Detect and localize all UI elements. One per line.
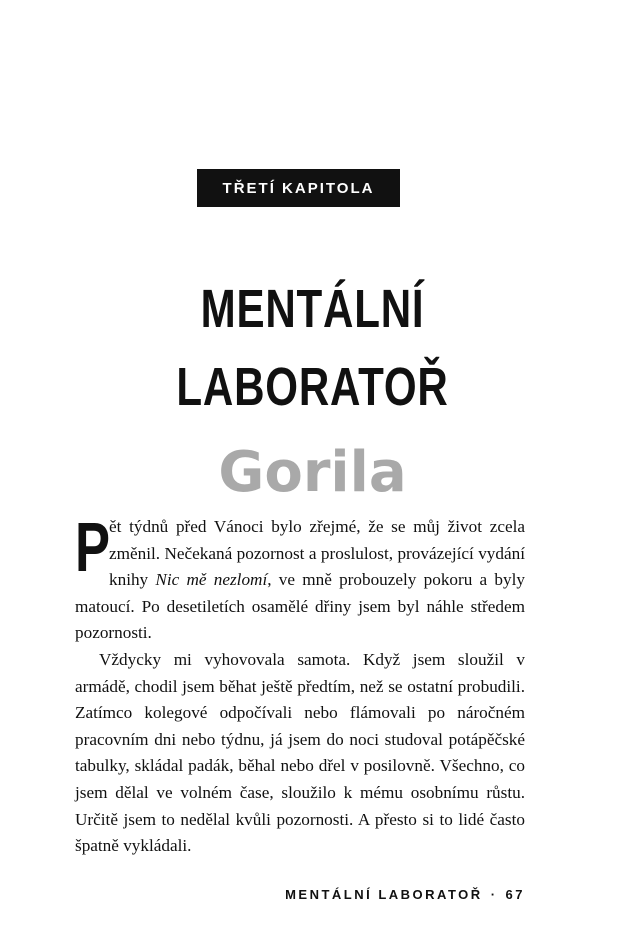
running-title: MENTÁLNÍ LABORATOŘ	[285, 887, 483, 902]
body-text	[75, 508, 525, 860]
book-title-italic: Nic mě nezlomí	[155, 570, 268, 590]
page-number: 67	[505, 887, 525, 902]
publisher-watermark: Gorila	[218, 440, 407, 505]
paragraph-1-text-a: ět týdnů před Vánoci bylo zřejmé, že se můj život zcela změnil. Nečekaná pozornost a proslulost, provázející vydání knihy	[109, 517, 525, 590]
chapter-title-line2: LABORATOŘ	[176, 357, 449, 417]
chapter-title-line1: MENTÁLNÍ	[200, 279, 425, 339]
chapter-label	[197, 169, 400, 207]
chapter-title	[69, 270, 557, 426]
footer-separator: ·	[490, 887, 498, 902]
paragraph-1	[75, 508, 525, 647]
page-footer	[285, 887, 525, 902]
paragraph-2: Vždycky mi vyhovovala samota. Když jsem sloužil v armádě, chodil jsem běhat ještě předtím, než se ostatní probudili. Zatímco kolegové odpočívali nebo flámovali po náročném pracovním dni nebo týdnu, já jsem do noci studoval potápěčské tabulky, skládal padák, běhal nebo dřel v posilovně. Všechno, co jsem dělal ve volném čase, sloužilo k mému osobnímu růstu. Určitě jsem to nedělal kvůli pozornosti. A přesto si to lidé často špatně vykládali.	[75, 649, 525, 856]
drop-cap: P	[75, 508, 111, 586]
paragraph-1-text-b: , ve mně probouzely pokoru a byly matoucí. Po desetiletích osamělé dřiny jsem byl náhle středem pozornosti.	[75, 570, 525, 643]
chapter-label-text: TŘETÍ KAPITOLA	[222, 179, 375, 197]
